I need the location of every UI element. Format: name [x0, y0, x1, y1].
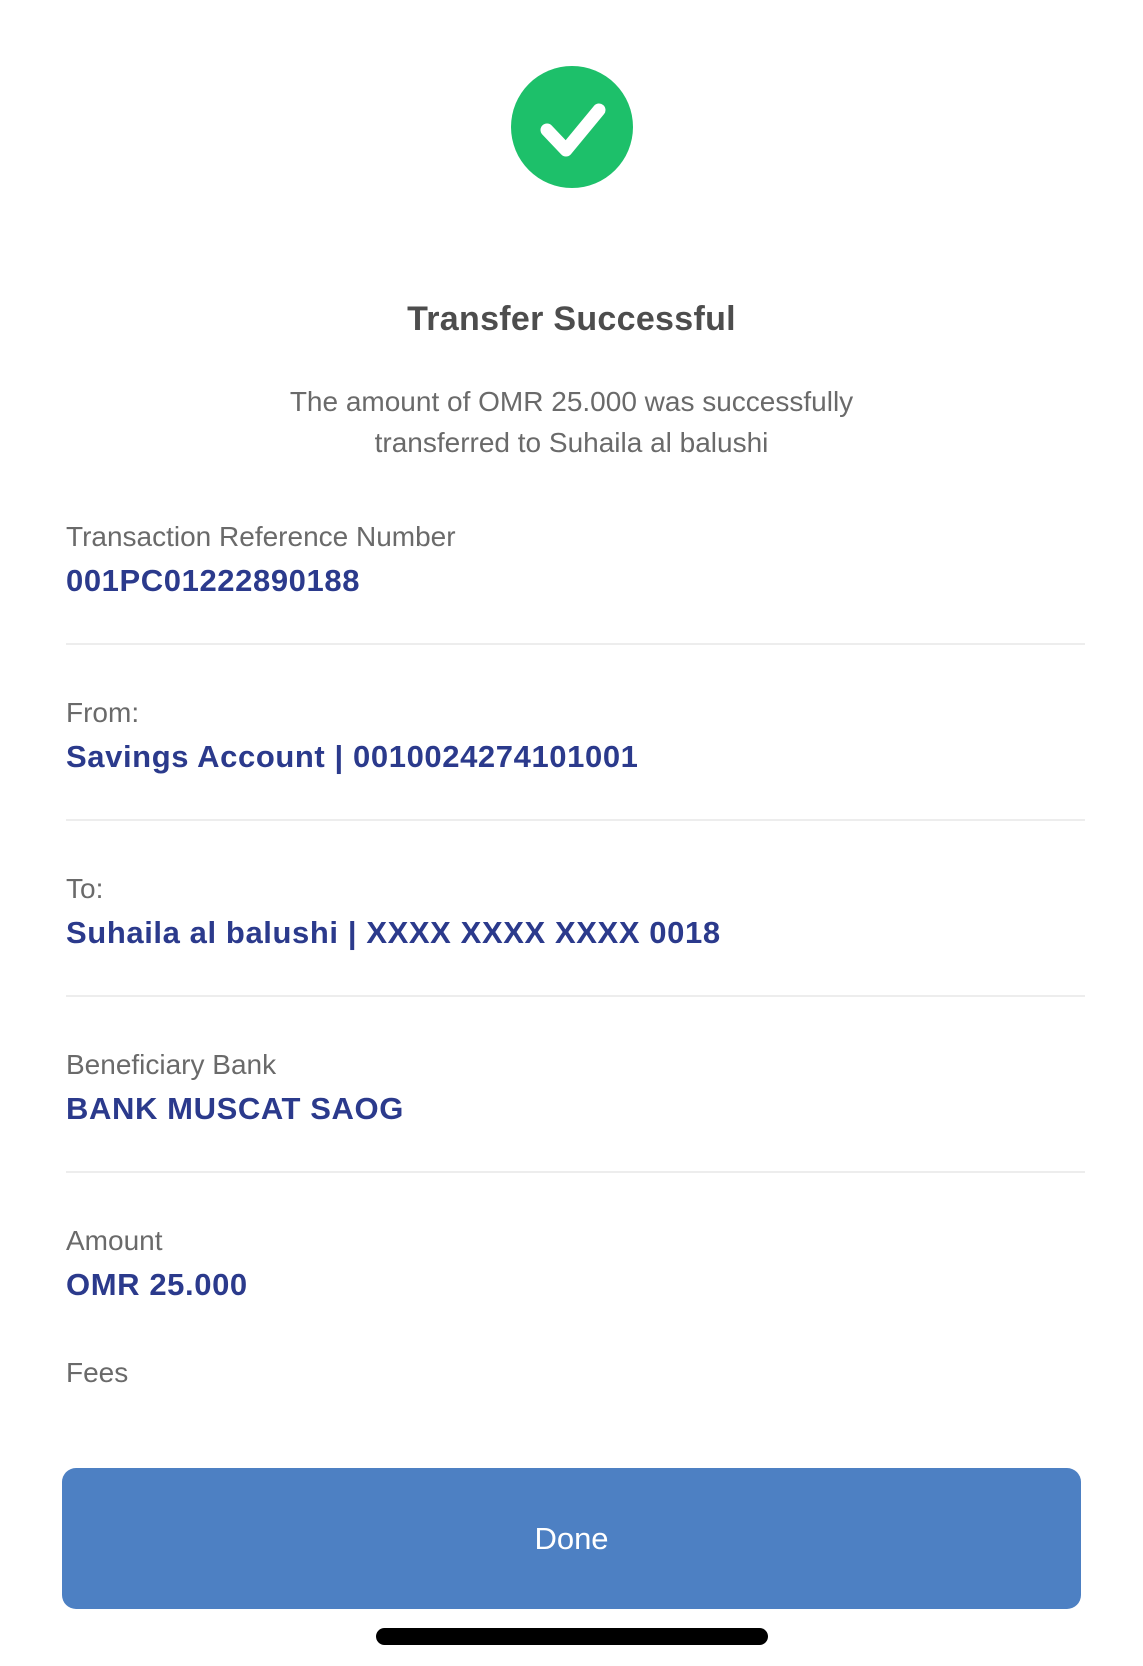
detail-row-beneficiary-bank — [66, 1047, 1085, 1129]
transfer-details — [66, 519, 1085, 1391]
divider — [66, 1171, 1085, 1173]
divider — [66, 643, 1085, 645]
status-message: The amount of OMR 25.000 was successfully transferred to Suhaila al balushi — [289, 386, 854, 458]
detail-value: Savings Account | 0010024274101001 — [66, 739, 639, 774]
detail-row-amount — [66, 1223, 1085, 1305]
detail-value: BANK MUSCAT SAOG — [66, 1091, 404, 1126]
detail-value: Suhaila al balushi | XXXX XXXX XXXX 0018 — [66, 915, 721, 950]
done-button[interactable]: Done — [62, 1468, 1081, 1609]
page-title: Transfer Successful — [407, 300, 736, 338]
detail-label: Amount — [66, 1225, 163, 1256]
detail-value: OMR 25.000 — [66, 1267, 248, 1302]
transfer-success-screen — [0, 66, 1143, 1666]
detail-label: Fees — [66, 1357, 129, 1388]
detail-label: Beneficiary Bank — [66, 1049, 277, 1080]
check-circle-icon — [511, 66, 633, 188]
detail-row-to — [66, 871, 1085, 953]
detail-label: From: — [66, 697, 140, 728]
divider — [66, 819, 1085, 821]
detail-row-fees — [66, 1355, 1085, 1391]
home-indicator-handle[interactable] — [376, 1628, 768, 1645]
detail-label: To: — [66, 873, 104, 904]
divider — [66, 995, 1085, 997]
detail-label: Transaction Reference Number — [66, 521, 456, 552]
status-icon-container — [0, 66, 1143, 188]
detail-row-reference — [66, 519, 1085, 601]
detail-value: 001PC01222890188 — [66, 563, 361, 598]
detail-row-from — [66, 695, 1085, 777]
